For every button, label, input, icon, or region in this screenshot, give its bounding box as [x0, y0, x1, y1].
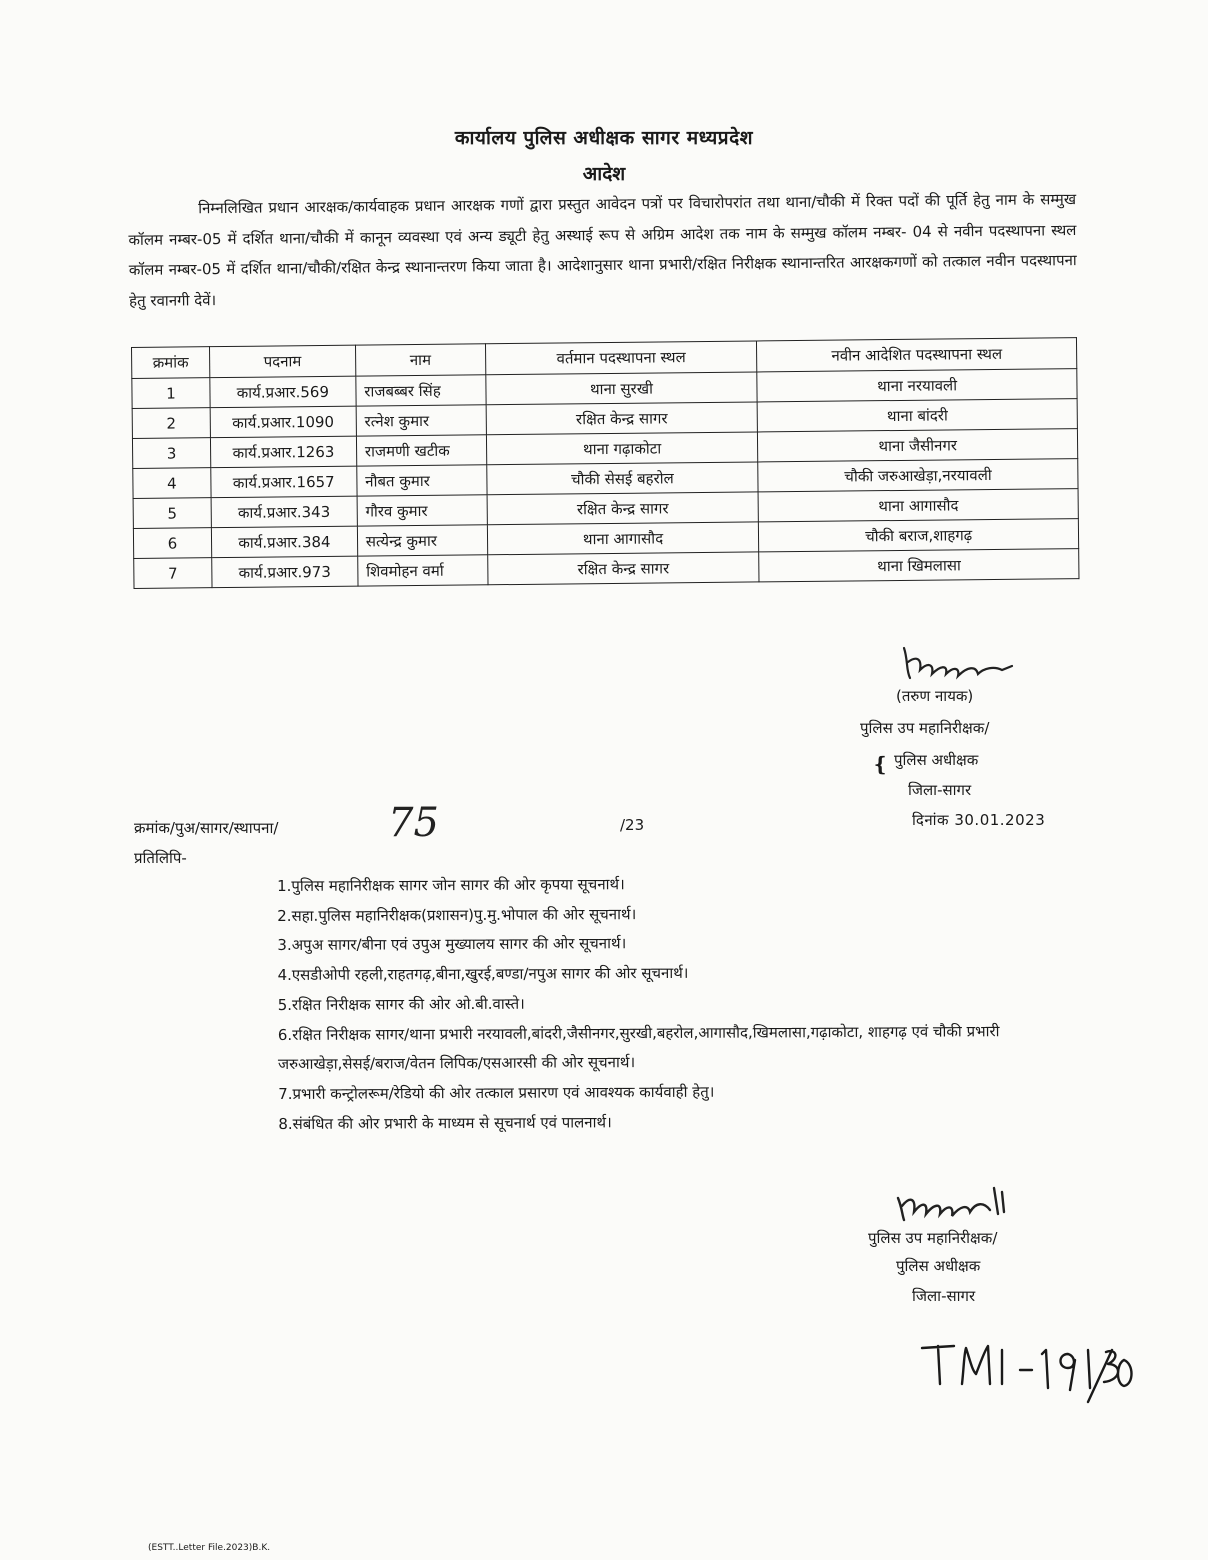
signatory-designation: पुलिस उप महानिरीक्षक/	[860, 719, 990, 737]
col-header-serial: क्रमांक	[132, 347, 210, 379]
cell-name: राजबब्बर सिंह	[356, 375, 486, 406]
cell-designation: कार्य.प्रआर.1263	[210, 436, 356, 468]
handwritten-signature	[898, 640, 1018, 686]
cell-serial: 2	[132, 408, 210, 439]
cell-new-posting: चौकी बराज,शाहगढ़	[759, 519, 1079, 552]
cell-name: रत्नेश कुमार	[356, 405, 486, 436]
cell-name: शिवमोहन वर्मा	[357, 555, 487, 586]
cell-serial: 5	[133, 498, 211, 529]
order-paragraph: निम्नलिखित प्रधान आरक्षक/कार्यवाहक प्रधान आरक्षक गणों द्वारा प्रस्तुत आवेदन पत्रों पर विचारोपरांत तथा थाना/चौकी में रिक्त पदों की पूर्ति हेतु नाम के सम्मुख कॉलम नम्बर-05 में दर्शित थाना/चौकी में कानून व्यवस्था एवं अन्य ड्यूटी हेतु अस्थाई रूप से अग्रिम आदेश तक नाम के सम्मुख कॉलम नम्बर- 04 से नवीन पदस्थापना स्थल कॉलम नम्बर-05 में दर्शित थाना/चौकी/रक्षित केन्द्र स्थानान्तरण किया जाता है। आदेशानुसार थाना प्रभारी/रक्षित निरीक्षक स्थानान्तरित आरक्षकगणों को तत्काल नवीन पदस्थापना हेतु रवानगी देवें।	[128, 190, 1077, 310]
cell-name: गौरव कुमार	[357, 495, 487, 526]
signatory-name: (तरुण नायक)	[896, 687, 974, 705]
brace-mark: ❴	[872, 752, 889, 776]
cell-current-posting: रक्षित केन्द्र सागर	[487, 552, 759, 585]
order-date: दिनांक 30.01.2023	[912, 811, 1046, 829]
signatory-designation-2: पुलिस अधीक्षक	[894, 751, 979, 769]
signatory-district-b: जिला-सागर	[912, 1287, 976, 1305]
list-item: 3.अपुअ सागर/बीना एवं उपुअ मुख्यालय सागर की ओर सूचनार्थ।	[277, 934, 627, 955]
cell-serial: 3	[132, 438, 210, 469]
cell-current-posting: थाना आगासौद	[487, 522, 759, 555]
list-item: 7.प्रभारी कन्ट्रोलरूम/रेडियो की ओर तत्काल प्रसारण एवं आवश्यक कार्यवाही हेतु।	[278, 1082, 715, 1103]
copy-to-label: प्रतिलिपि-	[134, 849, 187, 867]
cell-designation: कार्य.प्रआर.569	[210, 376, 356, 408]
signatory-designation-b: पुलिस उप महानिरीक्षक/	[868, 1229, 998, 1247]
handwritten-note	[918, 1340, 1138, 1410]
col-header-current-posting: वर्तमान पदस्थापना स्थल	[485, 341, 757, 375]
cell-serial: 6	[133, 528, 211, 559]
reference-year: /23	[620, 816, 645, 834]
reference-number: 75	[388, 800, 439, 846]
reference-label: क्रमांक/पुअ/सागर/स्थापना/	[134, 819, 279, 837]
cell-serial: 1	[132, 378, 210, 409]
signatory-designation-b2: पुलिस अधीक्षक	[896, 1257, 981, 1275]
cell-current-posting: थाना सुरखी	[486, 372, 758, 405]
cell-new-posting: चौकी जरुआखेड़ा,नरयावली	[758, 459, 1078, 492]
cell-designation: कार्य.प्रआर.973	[212, 556, 358, 588]
cell-serial: 7	[134, 558, 212, 589]
cell-designation: कार्य.प्रआर.1090	[210, 406, 356, 438]
cell-current-posting: रक्षित केन्द्र सागर	[486, 402, 758, 435]
cell-current-posting: चौकी सेसई बहरोल	[486, 462, 758, 495]
transfer-table	[131, 337, 1079, 589]
office-heading: कार्यालय पुलिस अधीक्षक सागर मध्यप्रदेश	[454, 127, 754, 149]
col-header-designation: पदनाम	[209, 345, 355, 378]
cell-current-posting: रक्षित केन्द्र सागर	[487, 492, 759, 525]
cell-new-posting: थाना नरयावली	[757, 369, 1077, 402]
cell-new-posting: थाना आगासौद	[758, 489, 1078, 522]
list-item: 4.एसडीओपी रहली,राहतगढ़,बीना,खुरई,बण्डा/नपुअ सागर की ओर सूचनार्थ।	[277, 963, 689, 985]
list-item: 6.रक्षित निरीक्षक सागर/थाना प्रभारी नरयावली,बांदरी,जैसीनगर,सुरखी,बहरोल,आगासौद,खिमलासा,गढ़ाकोटा, शाहगढ़ एवं चौकी प्रभारी जरुआखेड़ा,सेसई/बराज/वेतन लिपिक/एसआरसी की ओर सूचनार्थ।	[277, 1021, 1000, 1074]
col-header-new-posting: नवीन आदेशित पदस्थापना स्थल	[757, 338, 1077, 372]
cell-name: सत्येन्द्र कुमार	[357, 525, 487, 556]
cell-serial: 4	[133, 468, 211, 499]
col-header-name: नाम	[355, 344, 485, 376]
signatory-district: जिला-सागर	[908, 781, 972, 799]
cell-new-posting: थाना बांदरी	[757, 399, 1077, 432]
cell-designation: कार्य.प्रआर.384	[211, 526, 357, 558]
cell-current-posting: थाना गढ़ाकोटा	[486, 432, 758, 465]
file-reference-footer: (ESTT..Letter File.2023)B.K.	[148, 1543, 271, 1553]
handwritten-signature-2	[894, 1180, 1014, 1226]
list-item: 2.सहा.पुलिस महानिरीक्षक(प्रशासन)पु.मु.भोपाल की ओर सूचनार्थ।	[277, 904, 637, 925]
cell-name: नौबत कुमार	[357, 465, 487, 496]
cell-designation: कार्य.प्रआर.1657	[211, 466, 357, 498]
cell-name: राजमणी खटीक	[356, 435, 486, 466]
list-item: 1.पुलिस महानिरीक्षक सागर जोन सागर की ओर कृपया सूचनार्थ।	[277, 875, 625, 895]
list-item: 5.रक्षित निरीक्षक सागर की ओर ओ.बी.वास्ते।	[277, 994, 525, 1014]
order-heading: आदेश	[582, 163, 626, 185]
cell-designation: कार्य.प्रआर.343	[211, 496, 357, 528]
cell-new-posting: थाना जैसीनगर	[758, 429, 1078, 462]
cell-new-posting: थाना खिमलासा	[759, 549, 1079, 582]
list-item: 8.संबंधित की ओर प्रभारी के माध्यम से सूचनार्थ एवं पालनार्थ।	[278, 1112, 612, 1133]
copy-to-list	[277, 868, 1088, 1140]
